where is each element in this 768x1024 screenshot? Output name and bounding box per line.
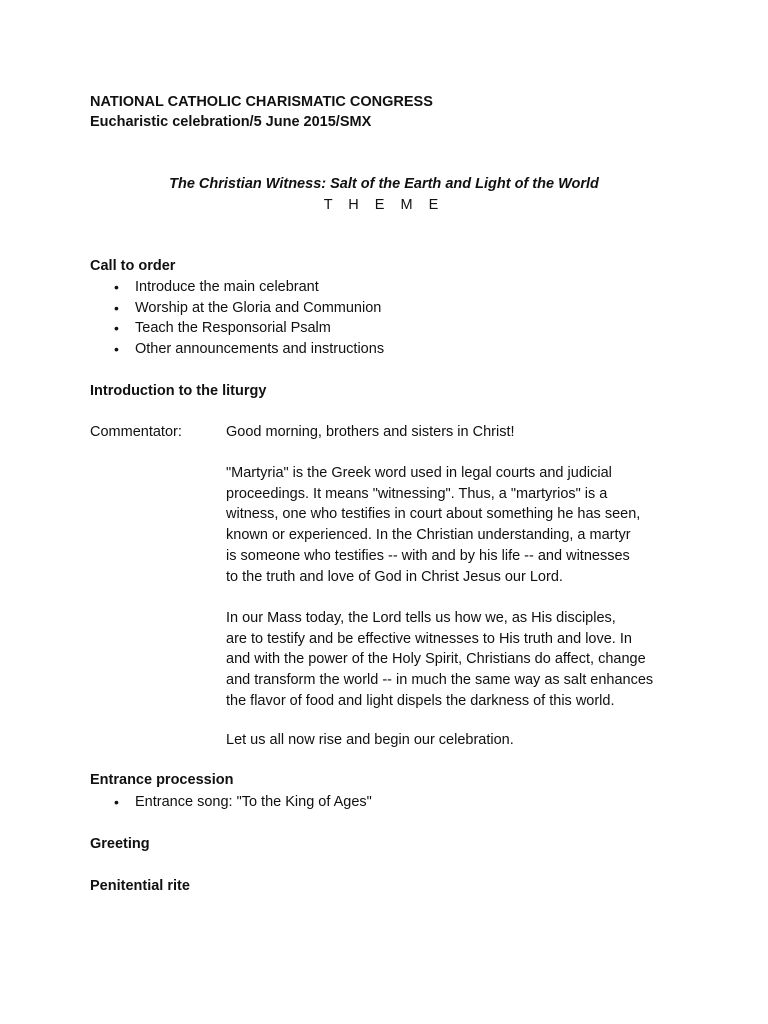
paragraph-martyria: "Martyria" is the Greek word used in legal courts and judicial proceedings. It means "witnessing". Thus, a "martyrios" is a witness, one who testifies in court about something he has seen, known or experienced. In the Christian understanding, a martyr is someone who testifies -- with and by his life -- and witnesses to the truth and love of God in Christ Jesus our Lord. <box>226 465 641 585</box>
bullet-icon: • <box>114 341 119 358</box>
theme-label: T H E M E <box>323 197 445 213</box>
list-item: • Introduce the main celebrant <box>90 277 384 298</box>
closing-line: Let us all now rise and begin our celebration. <box>226 732 514 748</box>
entrance-heading: Entrance procession <box>90 772 234 788</box>
list-item: • Entrance song: "To the King of Ages" <box>90 792 372 813</box>
call-to-order-heading: Call to order <box>90 258 176 274</box>
list-item: • Worship at the Gloria and Communion <box>90 298 384 319</box>
call-to-order-list <box>90 277 384 360</box>
bullet-icon: • <box>114 320 119 337</box>
list-item: • Other announcements and instructions <box>90 339 384 360</box>
introduction-heading: Introduction to the liturgy <box>90 383 267 399</box>
greeting-line: Good morning, brothers and sisters in Christ! <box>226 424 515 440</box>
list-item: • Teach the Responsorial Psalm <box>90 318 384 339</box>
speaker-label: Commentator: <box>90 424 182 440</box>
paragraph-mass: In our Mass today, the Lord tells us how we, as His disciples, are to testify and be effective witnesses to His truth and love. In and with the power of the Holy Spirit, Christians do affect, change and transform the world -- in much the same way as salt enhances the flavor of food and light dispels the darkness of this world. <box>226 610 654 709</box>
bullet-icon: • <box>114 794 119 810</box>
entrance-list <box>90 792 372 813</box>
penitential-heading: Penitential rite <box>90 878 190 894</box>
greeting-heading: Greeting <box>90 836 150 852</box>
theme-text: The Christian Witness: Salt of the Earth and Light of the World <box>169 176 599 192</box>
bullet-icon: • <box>114 299 119 316</box>
bullet-icon: • <box>114 279 119 295</box>
document-title: NATIONAL CATHOLIC CHARISMATIC CONGRESS <box>90 94 433 110</box>
document-subtitle: Eucharistic celebration/5 June 2015/SMX <box>90 114 372 130</box>
